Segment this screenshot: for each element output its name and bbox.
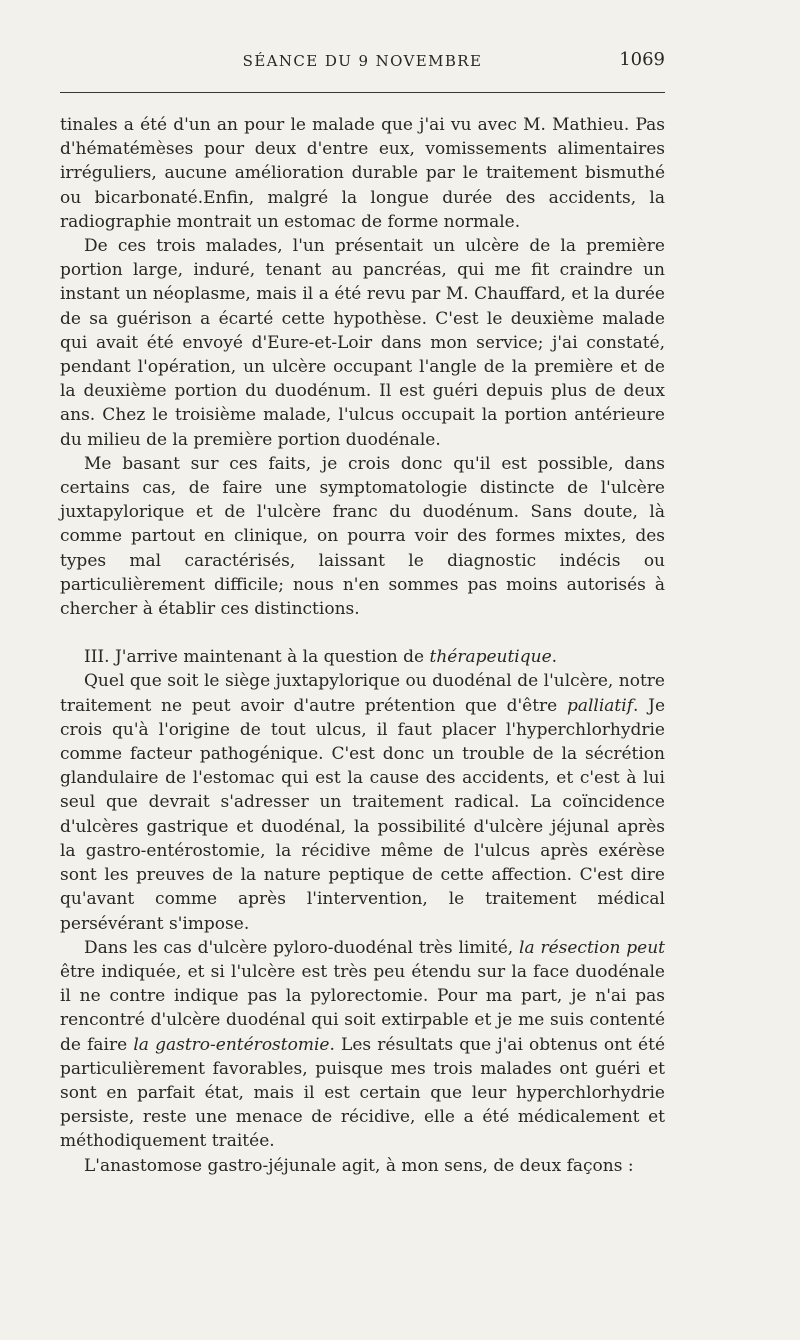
paragraph-5 [60, 669, 665, 935]
page-number: 1069 [619, 49, 665, 70]
section-intro-end: . [551, 647, 558, 668]
header-rule [60, 92, 665, 93]
paragraph-3: Me basant sur ces faits, je crois donc qu'il est possible, dans certains cas, de faire une symptomatologie distincte de l'ulcère juxtapylorique et de l'ulcère franc du duodénum. Sans doute, là comme partout en clinique, on pourra voir des formes mixtes, des types mal caractérisés, laissant le diagnostic indécis ou particulièrement difficile; nous n'en sommes pas moins autorisés à chercher à établir ces distinctions. [60, 453, 665, 620]
italic-term-resection: la résection peut [519, 937, 665, 958]
paragraph-2: De ces trois malades, l'un présentait un ulcère de la première portion large, induré, tenant au pancréas, qui me fit craindre un instant un néoplasme, mais il a été revu par M. Chauffard, et la durée de sa guérison a écarté cette hypothèse. C'est le deuxième malade qui avait été envoyé d'Eure-et-Loir dans mon service; j'ai constaté, pendant l'opération, un ulcère occupant l'angle de la première et de la deuxième portion du duodénum. Il est guéri depuis plus de deux ans. Chez le troisième malade, l'ulcus occupait la portion antérieure du milieu de la première portion duodénale. [60, 236, 665, 450]
paragraph-6-part-a: Dans les cas d'ulcère pyloro-duodénal très limité, [84, 937, 520, 958]
running-title: SÉANCE DU 9 NOVEMBRE [242, 52, 483, 70]
page-header [60, 46, 665, 82]
body-text [60, 113, 665, 1178]
italic-term-palliatif: palliatif [566, 695, 633, 716]
section-heading-paragraph [60, 645, 665, 669]
paragraph-6-part-c: être indiquée, et si l'ulcère est très peu étendu sur la face duodénale il ne contre indique pas la pylorectomie. Pour ma part, je n'ai pas rencontré d'ulcère duodénal qui soit extirpable et je me suis contenté de faire [60, 961, 665, 1055]
paragraph-5-part-c: . Je crois qu'à l'origine de tout ulcus, il faut placer l'hyperchlorhydrie comme facteur pathogénique. C'est donc un trouble de la sécrétion glandulaire de l'estomac qui est la cause des accidents, et c'est à lui seul que devrait s'adresser un traitement radical. La coïncidence d'ulcères gastrique et duodénal, la possibilité d'ulcère jéjunal après la gastro-entérostomie, la récidive même de l'ulcus après exérèse sont les preuves de la nature peptique de cette affection. C'est dire qu'avant comme après l'intervention, le traitement médical persévérant s'impose. [60, 695, 665, 934]
paragraph-6-part-e: . Les résultats que j'ai obtenus ont été particulièrement favorables, puisque mes trois malades ont guéri et sont en parfait état, mais il est certain que leur hyperchlorhydrie persiste, reste une menace de récidive, elle a été médicalement et méthodiquement traitée. [60, 1034, 666, 1152]
paragraph-5-part-a: Quel que soit le siège juxtapylorique ou duodénal de l'ulcère, notre traitement ne peut avoir d'autre prétention que d'être [60, 671, 665, 716]
paragraph-7: L'anastomose gastro-jéjunale agit, à mon sens, de deux façons : [84, 1155, 634, 1176]
paragraph-1: tinales a été d'un an pour le malade que j'ai vu avec M. Mathieu. Pas d'hématémèses pour deux d'entre eux, vomissements alimentaires irréguliers, aucune amélioration durable par le traitement bismuthé ou bicarbonaté.Enfin, malgré la longue durée des accidents, la radiographie montrait un estomac de forme normale. [60, 115, 665, 232]
italic-term-therapeutique: thérapeutique [429, 647, 552, 668]
italic-term-gastro-enterostomie: la gastro-entérostomie [133, 1034, 330, 1055]
section-intro-text: III. J'arrive maintenant à la question de [84, 647, 430, 668]
paragraph-6 [60, 936, 665, 1154]
